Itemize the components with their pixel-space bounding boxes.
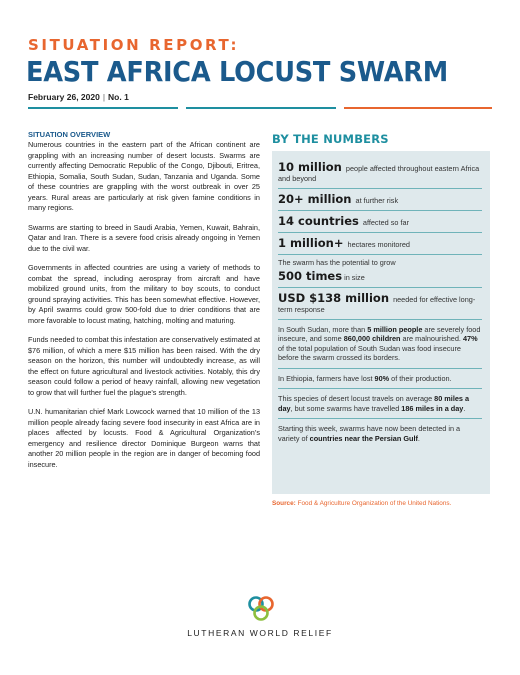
fact-text: hectares monitored	[347, 239, 410, 249]
overview-heading: SITUATION OVERVIEW	[28, 130, 111, 139]
lwr-logo-icon	[244, 594, 278, 622]
fact-text: needed for effective long-term response	[278, 295, 476, 314]
source-text: Food & Agriculture Organization of the United Nations.	[295, 500, 452, 507]
fact-text: .	[417, 433, 420, 443]
organization-name: LUTHERAN WORLD RELIEF	[187, 628, 333, 638]
source-note	[272, 500, 451, 507]
header-rule-3	[344, 107, 492, 109]
fact-swarm-growth	[278, 255, 482, 289]
fact-hectares	[278, 233, 482, 255]
fact-funding	[278, 288, 482, 320]
issue-number: No. 1	[108, 92, 129, 102]
fact-highlight: 90%	[374, 373, 390, 383]
fact-text: Starting this week, swarms have now been detected in a variety of	[278, 424, 461, 443]
fact-text: of the total population of South Sudan was food insecure before the swarm crossed its borders.	[278, 343, 461, 362]
header-rule-1	[28, 107, 178, 109]
fact-persian-gulf	[278, 419, 482, 448]
overview-paragraph-2: Swarms are starting to breed in Saudi Arabia, Yemen, Kuwait, Bahrain, Qatar and Iran. There is a severe food crisis already ongoing in Yemen due to the civil war.	[28, 222, 260, 253]
overview-paragraph-5: U.N. humanitarian chief Mark Lowcock warned that 10 million of the 13 million people already facing severe food insecurity in east Africa are in places affected by locusts. Food & Agricultural Organization’s emergency and resilience director Dominique Burgeon warns that another 20 million people in the region are in danger of becoming food insecure.	[28, 407, 260, 469]
fact-highlight: 5 million people	[367, 324, 423, 334]
fact-figure: USD $138 million	[278, 291, 390, 305]
fact-figure: 20+ million	[278, 191, 352, 206]
fact-highlight: 860,000 children	[343, 334, 401, 343]
dateline	[28, 92, 129, 102]
fact-figure: 500 times	[278, 269, 343, 283]
fact-text: are malnourished.	[400, 334, 463, 343]
fact-text: in size	[344, 273, 365, 282]
fact-text: .	[463, 403, 466, 413]
overview-paragraph-4: Funds needed to combat this infestation are conservatively estimated at $76 million, of which a mere $15 million has been raised. With the dry season on the horizon, this number will undoubtedly increase, as will the effect on future agricultural and livestock activities. Notably, this dry season could follow a period of heavy rainfall, allowing new vegetation to grow that will further fuel the plague’s strength.	[28, 335, 261, 397]
fact-text: In Ethiopia, farmers have lost	[278, 373, 375, 383]
report-kicker: SITUATION REPORT:	[28, 36, 240, 54]
fact-text: at further risk	[355, 195, 399, 205]
fact-people-affected	[278, 157, 482, 189]
fact-text: , but some swarms have travelled	[290, 403, 402, 413]
by-the-numbers-panel	[272, 151, 490, 494]
fact-at-risk	[278, 189, 482, 211]
source-label: Source:	[272, 500, 296, 507]
fact-text: In South Sudan, more than	[278, 324, 368, 334]
fact-text: are severely food insecure, and some	[278, 324, 481, 343]
report-title: EAST AFRICA LOCUST SWARM	[26, 55, 448, 88]
fact-highlight: 80 miles a day	[278, 394, 470, 413]
by-the-numbers-heading: BY THE NUMBERS	[272, 132, 389, 146]
fact-countries	[278, 211, 482, 233]
overview-paragraph-3: Governments in affected countries are using a variety of methods to combat the spread, including aerospray from aircraft and have mobilized ground units, from the military to boy scouts, to conduct ground spraying activities. This has been somewhat effective. However, by April swarms could grow 500-fold due to drier conditions that are more favorable to locust mating, hatching, molting and maturing.	[28, 263, 260, 325]
fact-highlight: 47%	[462, 334, 478, 343]
fact-text: people affected throughout eastern Africa and beyond	[278, 164, 480, 183]
fact-ethiopia	[278, 369, 482, 390]
header-rule-2	[186, 107, 336, 109]
fact-figure-line	[278, 269, 482, 283]
fact-text: affected so far	[362, 217, 409, 227]
situation-overview	[28, 130, 260, 479]
fact-figure: 10 million	[278, 160, 342, 174]
fact-travel-distance	[278, 389, 482, 419]
fact-south-sudan	[278, 320, 482, 369]
fact-highlight: 186 miles in a day	[401, 403, 464, 413]
dateline-separator: |	[102, 92, 106, 102]
overview-paragraph-1: Numerous countries in the eastern part of the African continent are grappling with an increasing number of desert locusts. Swarms are currently affecting Democratic Republic of the Congo, Djibouti, Eritrea, Ethiopia, Somalia, South Sudan, Sudan, Tanzania and Uganda. Some of these countries are grappling with the worst outbreak in over 25 years. Rural areas are particularly at risk given famine conditions in many regions.	[28, 140, 260, 212]
fact-figure: 1 million+	[278, 235, 344, 250]
fact-text: This species of desert locust travels on average	[278, 394, 435, 403]
report-date: February 26, 2020	[28, 92, 100, 102]
fact-text: of their production.	[389, 373, 452, 383]
fact-highlight: countries near the Persian Gulf	[309, 433, 418, 443]
fact-pretext: The swarm has the potential to grow	[278, 257, 396, 267]
fact-figure: 14 countries	[278, 213, 359, 228]
